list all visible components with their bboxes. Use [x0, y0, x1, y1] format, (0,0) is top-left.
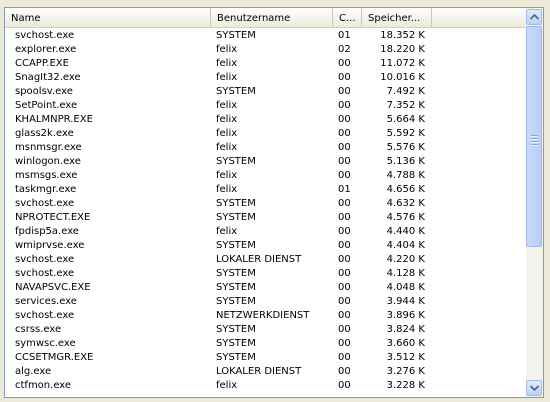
process-memory: 18.352 K [380, 30, 425, 41]
process-user: felix [216, 44, 238, 55]
process-user: felix [216, 184, 238, 195]
process-user: LOKALER DIENST [216, 366, 302, 377]
column-header-memory[interactable]: Speicher... [362, 8, 432, 27]
process-cpu: 02 [338, 44, 351, 55]
process-memory: 4.576 K [386, 212, 425, 223]
process-name: services.exe [15, 296, 77, 307]
process-name: msnmsgr.exe [15, 142, 82, 153]
scroll-down-button[interactable] [526, 380, 542, 396]
column-header-name[interactable]: Name [5, 8, 211, 27]
process-memory: 4.220 K [386, 254, 425, 265]
process-name: svchost.exe [15, 30, 75, 41]
process-cpu: 00 [338, 338, 351, 349]
process-memory: 4.656 K [386, 184, 425, 195]
process-name: svchost.exe [15, 198, 75, 209]
process-cpu: 00 [338, 366, 351, 377]
arrow-down-icon [530, 385, 539, 391]
process-name: NPROTECT.EXE [15, 212, 91, 223]
table-row[interactable] [5, 365, 526, 379]
table-row[interactable] [5, 169, 526, 183]
table-row[interactable] [5, 71, 526, 85]
process-user: felix [216, 380, 238, 391]
process-user: SYSTEM [216, 352, 256, 363]
process-user: felix [216, 100, 238, 111]
process-cpu: 00 [338, 226, 351, 237]
table-row[interactable] [5, 85, 526, 99]
arrow-up-icon [530, 14, 539, 20]
table-row[interactable] [5, 29, 526, 43]
process-memory: 5.136 K [386, 156, 425, 167]
process-cpu: 00 [338, 268, 351, 279]
process-memory: 4.788 K [386, 170, 425, 181]
process-name: fpdisp5a.exe [15, 226, 79, 237]
process-memory: 3.276 K [386, 366, 425, 377]
column-header-cpu[interactable]: C... [333, 8, 362, 27]
process-cpu: 00 [338, 58, 351, 69]
process-memory: 10.016 K [380, 72, 425, 83]
process-memory: 3.944 K [386, 296, 425, 307]
table-row[interactable] [5, 253, 526, 267]
process-user: SYSTEM [216, 212, 256, 223]
process-name: glass2k.exe [15, 128, 74, 139]
grip-icon [531, 135, 538, 147]
process-name: CCSETMGR.EXE [15, 352, 94, 363]
process-memory: 11.072 K [380, 58, 425, 69]
process-user: SYSTEM [216, 30, 256, 41]
process-user: felix [216, 72, 238, 83]
process-name: CCAPP.EXE [15, 58, 69, 69]
process-cpu: 00 [338, 86, 351, 97]
process-rows [5, 29, 526, 393]
process-cpu: 00 [338, 170, 351, 181]
process-cpu: 00 [338, 100, 351, 111]
process-name: explorer.exe [15, 44, 77, 55]
table-row[interactable] [5, 239, 526, 253]
process-cpu: 01 [338, 30, 351, 41]
scroll-thumb[interactable] [526, 26, 542, 247]
table-row[interactable] [5, 281, 526, 295]
process-memory: 4.128 K [386, 268, 425, 279]
process-name: winlogon.exe [15, 156, 81, 167]
table-row[interactable] [5, 211, 526, 225]
process-cpu: 00 [338, 352, 351, 363]
process-memory: 3.228 K [386, 380, 425, 391]
process-list[interactable] [4, 7, 544, 398]
table-row[interactable] [5, 57, 526, 71]
process-memory: 4.440 K [386, 226, 425, 237]
process-name: spoolsv.exe [15, 86, 73, 97]
process-user: NETZWERKDIENST [216, 310, 310, 321]
table-row[interactable] [5, 183, 526, 197]
process-cpu: 00 [338, 72, 351, 83]
table-row[interactable] [5, 113, 526, 127]
process-name: svchost.exe [15, 268, 75, 279]
scroll-up-button[interactable] [526, 9, 542, 25]
table-row[interactable] [5, 323, 526, 337]
process-memory: 4.632 K [386, 198, 425, 209]
process-user: felix [216, 226, 238, 237]
process-cpu: 00 [338, 324, 351, 335]
table-row[interactable] [5, 379, 526, 393]
process-user: SYSTEM [216, 338, 256, 349]
process-user: SYSTEM [216, 268, 256, 279]
process-user: LOKALER DIENST [216, 254, 302, 265]
process-user: SYSTEM [216, 156, 256, 167]
column-header [5, 8, 526, 28]
process-cpu: 00 [338, 282, 351, 293]
process-cpu: 00 [338, 114, 351, 125]
process-name: SetPoint.exe [15, 100, 78, 111]
process-memory: 4.048 K [386, 282, 425, 293]
process-memory: 3.512 K [386, 352, 425, 363]
process-user: felix [216, 58, 238, 69]
process-cpu: 00 [338, 156, 351, 167]
table-row[interactable] [5, 127, 526, 141]
process-memory: 3.896 K [386, 310, 425, 321]
process-cpu: 00 [338, 142, 351, 153]
process-user: SYSTEM [216, 198, 256, 209]
process-memory: 3.824 K [386, 324, 425, 335]
process-name: svchost.exe [15, 310, 75, 321]
process-cpu: 00 [338, 254, 351, 265]
process-memory: 5.592 K [386, 128, 425, 139]
table-row[interactable] [5, 267, 526, 281]
process-cpu: 00 [338, 310, 351, 321]
process-cpu: 00 [338, 198, 351, 209]
process-cpu: 00 [338, 212, 351, 223]
process-user: felix [216, 142, 238, 153]
process-user: SYSTEM [216, 324, 256, 335]
process-user: felix [216, 170, 238, 181]
process-memory: 5.576 K [386, 142, 425, 153]
process-user: SYSTEM [216, 282, 256, 293]
process-name: wmiprvse.exe [15, 240, 85, 251]
process-name: symwsc.exe [15, 338, 76, 349]
process-name: svchost.exe [15, 254, 75, 265]
process-name: csrss.exe [15, 324, 62, 335]
table-row[interactable] [5, 225, 526, 239]
table-row[interactable] [5, 155, 526, 169]
process-cpu: 00 [338, 296, 351, 307]
process-name: ctfmon.exe [15, 380, 72, 391]
table-row[interactable] [5, 337, 526, 351]
table-row[interactable] [5, 197, 526, 211]
process-name: taskmgr.exe [15, 184, 77, 195]
process-name: alg.exe [15, 366, 52, 377]
process-memory: 7.352 K [386, 100, 425, 111]
process-memory: 5.664 K [386, 114, 425, 125]
process-user: SYSTEM [216, 86, 256, 97]
process-cpu: 01 [338, 184, 351, 195]
process-name: KHALMNPR.EXE [15, 114, 93, 125]
process-user: SYSTEM [216, 296, 256, 307]
column-header-user[interactable]: Benutzername [211, 8, 333, 27]
process-cpu: 00 [338, 380, 351, 391]
process-memory: 4.404 K [386, 240, 425, 251]
process-user: felix [216, 128, 238, 139]
process-memory: 7.492 K [386, 86, 425, 97]
process-memory: 18.220 K [380, 44, 425, 55]
process-name: NAVAPSVC.EXE [15, 282, 91, 293]
process-name: SnagIt32.exe [15, 72, 81, 83]
process-cpu: 00 [338, 240, 351, 251]
process-user: SYSTEM [216, 240, 256, 251]
table-row[interactable] [5, 351, 526, 365]
process-memory: 3.660 K [386, 338, 425, 349]
table-row[interactable] [5, 309, 526, 323]
process-user: felix [216, 114, 238, 125]
process-name: msmsgs.exe [15, 170, 78, 181]
table-row[interactable] [5, 295, 526, 309]
vertical-scrollbar[interactable] [526, 8, 543, 397]
table-row[interactable] [5, 99, 526, 113]
table-row[interactable] [5, 43, 526, 57]
process-cpu: 00 [338, 128, 351, 139]
table-row[interactable] [5, 141, 526, 155]
